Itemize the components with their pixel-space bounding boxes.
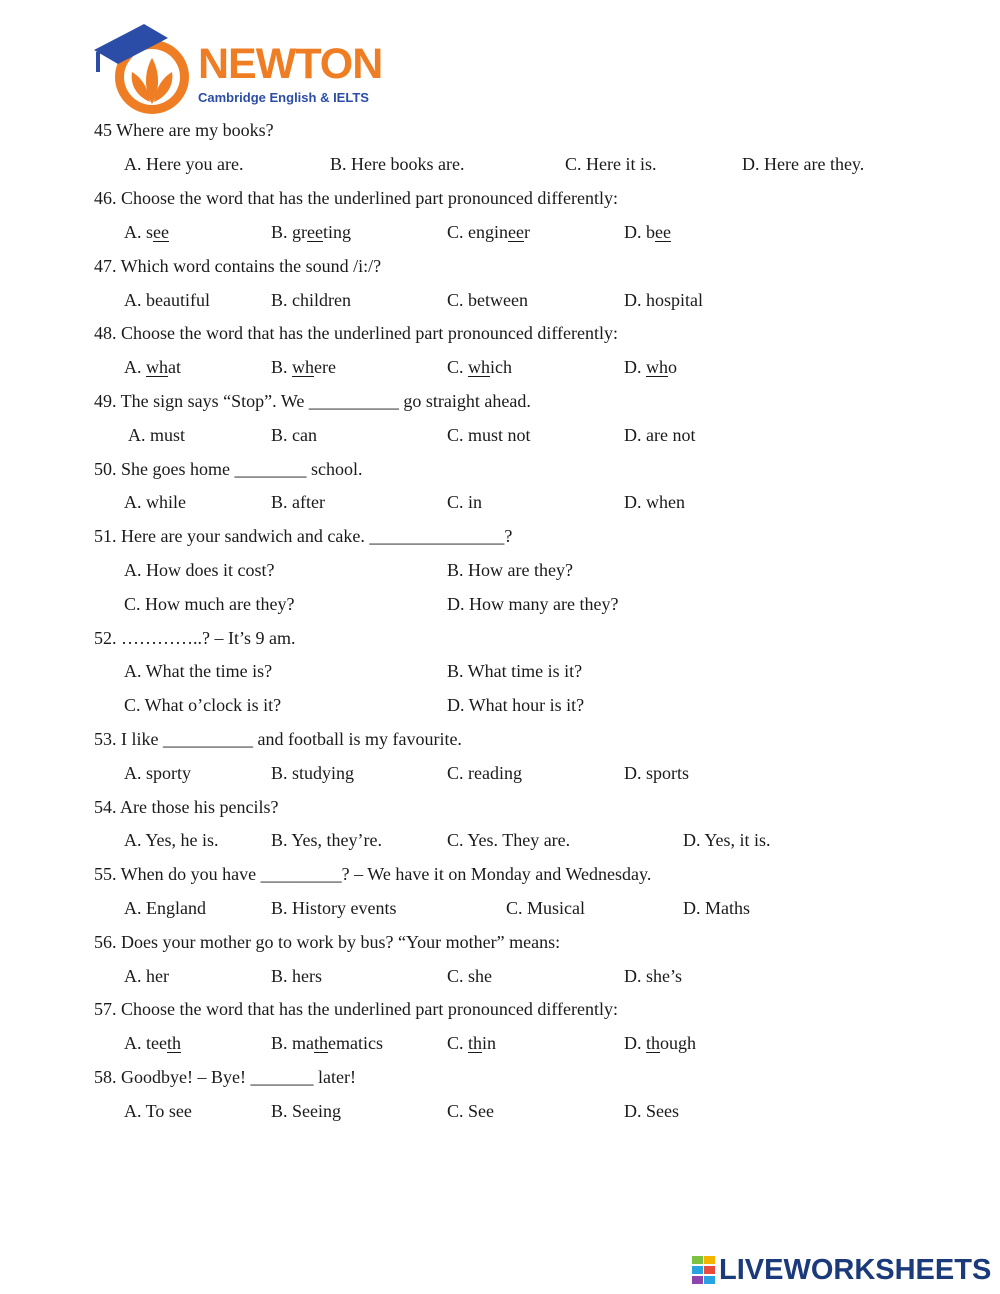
question-45-option-b[interactable]: B. Here books are. — [330, 154, 465, 174]
question-53-option-a[interactable]: A. sporty — [124, 763, 191, 783]
question-58-stem: 58. Goodbye! – Bye! _______ later! — [94, 1067, 356, 1087]
question-48-option-b[interactable]: B. where — [271, 357, 336, 377]
question-47-stem: 47. Which word contains the sound /i:/? — [94, 256, 382, 276]
question-55-option-d[interactable]: D. Maths — [683, 898, 750, 918]
question-46-option-d[interactable]: D. bee — [624, 222, 671, 242]
logo-subtitle: Cambridge English & IELTS — [198, 90, 369, 105]
question-48-option-d[interactable]: D. who — [624, 357, 677, 377]
question-46-option-a[interactable]: A. see — [124, 222, 169, 242]
question-52-option-a[interactable]: A. What the time is? — [124, 661, 273, 681]
logo-name: NEWTON — [198, 40, 383, 88]
question-56-option-d[interactable]: D. she’s — [624, 966, 682, 986]
question-49-option-d[interactable]: D. are not — [624, 425, 696, 445]
question-57-option-b[interactable]: B. mathematics — [271, 1033, 383, 1053]
question-50-option-a[interactable]: A. while — [124, 492, 186, 512]
question-56-option-b[interactable]: B. hers — [271, 966, 322, 986]
question-56-option-c[interactable]: C. she — [447, 966, 492, 986]
question-50-option-d[interactable]: D. when — [624, 492, 685, 512]
question-47-option-c[interactable]: C. between — [447, 290, 528, 310]
question-53-stem: 53. I like __________ and football is my favourite. — [94, 729, 462, 749]
question-48-stem: 48. Choose the word that has the underlined part pronounced differently: — [94, 323, 619, 343]
question-51-stem: 51. Here are your sandwich and cake. _______________? — [94, 526, 513, 546]
question-53-option-d[interactable]: D. sports — [624, 763, 690, 783]
question-55-option-a[interactable]: A. England — [124, 898, 206, 918]
question-50-option-c[interactable]: C. in — [447, 492, 483, 512]
question-54-option-a[interactable]: A. Yes, he is. — [124, 830, 219, 850]
question-45-option-d[interactable]: D. Here are they. — [742, 154, 865, 174]
question-54-option-d[interactable]: D. Yes, it is. — [683, 830, 771, 850]
question-54-stem: 54. Are those his pencils? — [94, 797, 279, 817]
question-57-stem: 57. Choose the word that has the underlined part pronounced differently: — [94, 999, 619, 1019]
question-58-option-c[interactable]: C. See — [447, 1101, 494, 1121]
question-48-option-c[interactable]: C. which — [447, 357, 513, 377]
question-50-option-b[interactable]: B. after — [271, 492, 325, 512]
question-57-option-d[interactable]: D. though — [624, 1033, 697, 1053]
question-46-option-b[interactable]: B. greeting — [271, 222, 351, 242]
question-52-option-b[interactable]: B. What time is it? — [447, 661, 583, 681]
question-51-option-c[interactable]: C. How much are they? — [124, 594, 295, 614]
question-57-option-c[interactable]: C. thin — [447, 1033, 497, 1053]
question-49-option-c[interactable]: C. must not — [447, 425, 531, 445]
question-49-option-a[interactable]: A. must — [128, 425, 186, 445]
newton-logo — [92, 22, 402, 118]
question-46-option-c[interactable]: C. engineer — [447, 222, 530, 242]
question-51-option-d[interactable]: D. How many are they? — [447, 594, 619, 614]
question-55-option-c[interactable]: C. Musical — [506, 898, 585, 918]
question-58-option-a[interactable]: A. To see — [124, 1101, 192, 1121]
question-54-option-b[interactable]: B. Yes, they’re. — [271, 830, 382, 850]
question-49-stem: 49. The sign says “Stop”. We __________ go straight ahead. — [94, 391, 531, 411]
question-47-option-d[interactable]: D. hospital — [624, 290, 703, 310]
question-55-stem: 55. When do you have _________? – We have it on Monday and Wednesday. — [94, 864, 652, 884]
question-50-stem: 50. She goes home ________ school. — [94, 459, 363, 479]
liveworksheets-logo — [692, 1253, 992, 1287]
question-48-option-a[interactable]: A. what — [124, 357, 181, 377]
question-47-option-a[interactable]: A. beautiful — [124, 290, 210, 310]
question-56-option-a[interactable]: A. her — [124, 966, 169, 986]
graduation-cap-leaf-icon — [92, 22, 198, 118]
liveworksheets-text: LIVEWORKSHEETS — [719, 1254, 992, 1286]
question-45-option-a[interactable]: A. Here you are. — [124, 154, 244, 174]
question-45-option-c[interactable]: C. Here it is. — [565, 154, 657, 174]
question-54-option-c[interactable]: C. Yes. They are. — [447, 830, 571, 850]
question-53-option-c[interactable]: C. reading — [447, 763, 522, 783]
question-51-option-a[interactable]: A. How does it cost? — [124, 560, 275, 580]
question-52-option-c[interactable]: C. What o’clock is it? — [124, 695, 282, 715]
question-55-option-b[interactable]: B. History events — [271, 898, 397, 918]
question-51-option-b[interactable]: B. How are they? — [447, 560, 573, 580]
question-58-option-b[interactable]: B. Seeing — [271, 1101, 341, 1121]
question-45-stem: 45 Where are my books? — [94, 120, 274, 140]
liveworksheets-icon — [692, 1256, 716, 1286]
question-57-option-a[interactable]: A. teeth — [124, 1033, 181, 1053]
question-56-stem: 56. Does your mother go to work by bus? “Your mother” means: — [94, 932, 561, 952]
question-52-option-d[interactable]: D. What hour is it? — [447, 695, 585, 715]
question-58-option-d[interactable]: D. Sees — [624, 1101, 679, 1121]
question-49-option-b[interactable]: B. can — [271, 425, 317, 445]
question-47-option-b[interactable]: B. children — [271, 290, 351, 310]
question-52-stem: 52. …………..? – It’s 9 am. — [94, 628, 296, 648]
question-53-option-b[interactable]: B. studying — [271, 763, 355, 783]
question-46-stem: 46. Choose the word that has the underlined part pronounced differently: — [94, 188, 619, 208]
